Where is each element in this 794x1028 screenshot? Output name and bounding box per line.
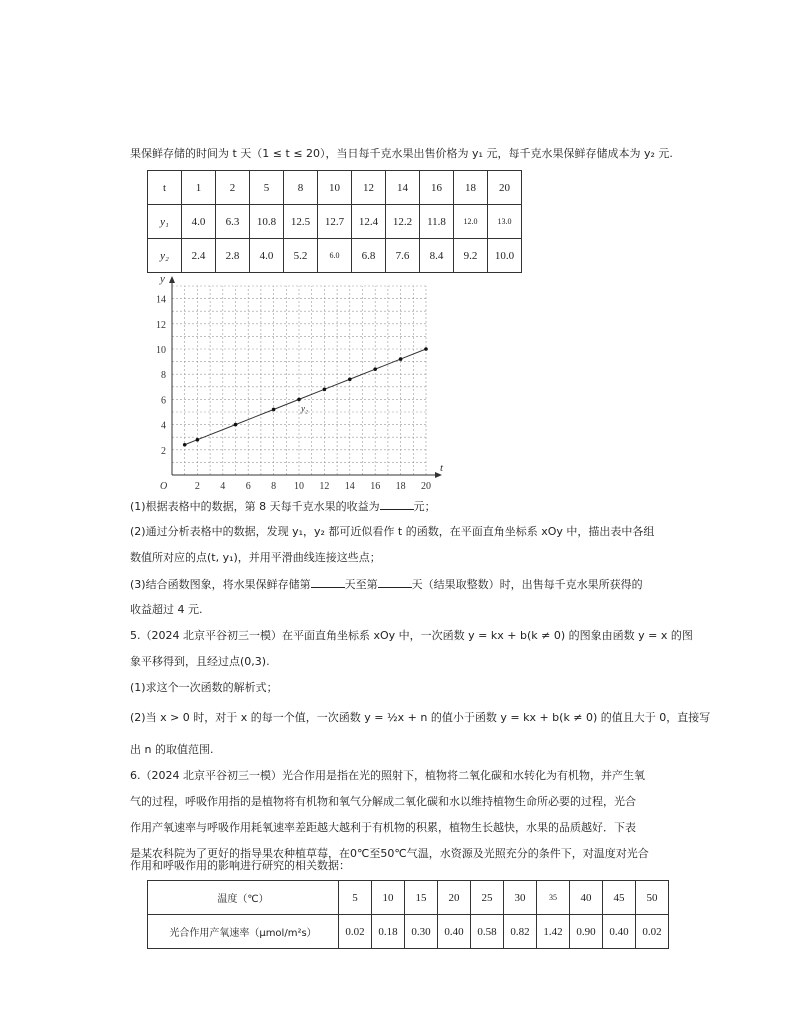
table-cell: 0.02: [339, 915, 372, 949]
problem-5-q2-line-2: 出 n 的取值范围.: [130, 743, 214, 756]
table-cell: 45: [603, 881, 636, 915]
y-tick-label: 4: [161, 420, 166, 432]
problem-5-q2-line-1: (2)当 x > 0 时，对于 x 的每一个值，一次函数 y = ½x + n 的值小于函数 y = kx + b(k ≠ 0) 的值且大于 0，直接写: [130, 711, 711, 724]
origin-label: O: [160, 481, 168, 492]
table-cell: 0.02: [636, 915, 669, 949]
photosynthesis-table: [147, 880, 669, 949]
question-3-line-2: 收益超过 4 元.: [130, 603, 203, 616]
problem-6-line-5: 作用和呼吸作用的影响进行研究的相关数据：: [130, 859, 350, 872]
table-cell: 0.40: [603, 915, 636, 949]
table-cell: 11.8: [420, 205, 454, 239]
table-cell: 1: [182, 171, 216, 205]
table-cell: 20: [438, 881, 471, 915]
problem-5-q1: (1)求这个一次函数的解析式；: [130, 681, 278, 694]
x-tick-label: 6: [245, 481, 251, 492]
y-tick-label: 6: [161, 395, 166, 407]
problem-6-line-3: 作用产氧速率与呼吸作用耗氧速率差距越大越利于有机物的积累，植物生长越快，水果的品质越好．下表: [130, 821, 636, 834]
answer-blank[interactable]: [311, 576, 345, 588]
table-row-rate: [148, 915, 669, 949]
table-cell: 0.58: [471, 915, 504, 949]
table-cell: 15: [405, 881, 438, 915]
table-cell: 2.8: [216, 239, 250, 273]
table-cell: 50: [636, 881, 669, 915]
table-cell: 4.0: [250, 239, 284, 273]
table-cell: 5.2: [284, 239, 318, 273]
table-cell: 6.8: [352, 239, 386, 273]
problem-5-line-1: 5.（2024 北京平谷初三一模）在平面直角坐标系 xOy 中，一次函数 y = kx + b(k ≠ 0) 的图象由函数 y = x 的图: [130, 629, 693, 642]
table-cell: t: [148, 171, 182, 205]
table-cell: 30: [504, 881, 537, 915]
table-cell: 12.2: [386, 205, 420, 239]
table-cell: 14: [386, 171, 420, 205]
x-tick-label: 20: [421, 481, 431, 492]
question-2-line-2: 数值所对应的点(t, y₁)，并用平滑曲线连接这些点；: [130, 551, 381, 564]
problem-6-line-1: 6.（2024 北京平谷初三一模）光合作用是指在光的照射下，植物将二氧化碳和水转化为有机物，并产生氧: [130, 769, 645, 782]
table-cell: 0.82: [504, 915, 537, 949]
problem-6-line-4: 是某农科院为了更好的指导果农种植草莓，在0℃至50℃气温，水资源及光照充分的条件下，对温度对光合: [130, 847, 649, 860]
y-tick-label: 12: [156, 319, 166, 331]
y-axis-arrow: [169, 276, 175, 283]
question-3-text-c: 天（结果取整数）时，出售每千克水果所获得的: [411, 578, 643, 591]
table-cell: 2.4: [182, 239, 216, 273]
data-point: [297, 398, 301, 402]
y-tick-label: 10: [156, 345, 166, 356]
table-cell: 10.8: [250, 205, 284, 239]
data-point: [234, 423, 238, 427]
table-cell: 10: [318, 171, 352, 205]
problem-6-line-2: 气的过程，呼吸作用指的是植物将有机物和氧气分解成二氧化碳和水以维持植物生命所必要的过程，光合: [130, 795, 636, 808]
table-cell: 16: [420, 171, 454, 205]
data-table-t-y1-y2: [147, 170, 522, 273]
table-cell: 6.3: [216, 205, 250, 239]
table-cell: 10: [372, 881, 405, 915]
table-cell: 5: [339, 881, 372, 915]
table-cell: y₁: [148, 205, 182, 239]
question-3-line-1: [130, 576, 643, 593]
data-point: [373, 367, 377, 371]
answer-blank[interactable]: [378, 576, 412, 588]
question-1-text: (1)根据表格中的数据，第 8 天每千克水果的收益为: [130, 500, 380, 513]
table-cell: 5: [250, 171, 284, 205]
y-tick-label: 14: [156, 294, 166, 306]
problem-5-line-2: 象平移得到，且经过点(0,3).: [130, 655, 270, 668]
question-1: [130, 498, 436, 515]
table-row-t: [148, 171, 522, 205]
table-cell: 8: [284, 171, 318, 205]
table-row-y2: [148, 239, 522, 273]
table-cell: 0.40: [438, 915, 471, 949]
table-cell: 温度（℃）: [148, 881, 339, 915]
x-tick-label: 12: [319, 481, 330, 492]
data-point: [196, 438, 200, 442]
data-point: [424, 347, 428, 351]
table-cell: 12.5: [284, 205, 318, 239]
data-point: [183, 443, 187, 447]
table-cell: 0.30: [405, 915, 438, 949]
y-axis-label: y: [160, 275, 165, 285]
table-row-y1: [148, 205, 522, 239]
table-cell: y₂: [148, 239, 182, 273]
table-cell: 18: [454, 171, 488, 205]
data-point: [348, 377, 352, 381]
x-tick-label: 4: [220, 481, 226, 492]
table-cell: 光合作用产氧速率（μmol/m²s）: [148, 915, 339, 949]
y-tick-label: 2: [161, 445, 166, 457]
x-tick-label: 2: [194, 481, 200, 492]
table-cell: 35: [537, 881, 570, 915]
table-cell: 9.2: [454, 239, 488, 273]
series-line-y2: [185, 349, 426, 445]
table-cell: 0.90: [570, 915, 603, 949]
data-point: [323, 388, 327, 392]
x-tick-label: 10: [294, 481, 304, 492]
table-row-temperature: [148, 881, 669, 915]
question-3-text-a: (3)结合函数图象，将水果保鲜存储第: [130, 578, 311, 591]
data-point: [399, 357, 403, 361]
question-3-text-b: 天至第: [344, 578, 378, 591]
table-cell: 7.6: [386, 239, 420, 273]
table-cell: 8.4: [420, 239, 454, 273]
table-cell: 12: [352, 171, 386, 205]
answer-blank[interactable]: [380, 498, 414, 510]
x-tick-label: 8: [271, 481, 277, 492]
question-2-line-1: (2)通过分析表格中的数据，发现 y₁，y₂ 都可近似看作 t 的函数，在平面直角坐标系 xOy 中，描出表中各组: [130, 525, 655, 538]
table-cell: 12.4: [352, 205, 386, 239]
x-tick-label: 14: [344, 481, 355, 492]
x-tick-label: 18: [395, 481, 406, 492]
table-cell: 0.18: [372, 915, 405, 949]
table-cell: 6.0: [318, 239, 352, 273]
series-label-y2: y₂: [301, 403, 309, 414]
table-cell: 4.0: [182, 205, 216, 239]
table-cell: 25: [471, 881, 504, 915]
y2-line-chart: [140, 275, 460, 495]
x-tick-label: 16: [370, 481, 381, 492]
table-cell: 10.0: [488, 239, 522, 273]
table-cell: 12.7: [318, 205, 352, 239]
table-cell: 40: [570, 881, 603, 915]
table-cell: 12.0: [454, 205, 488, 239]
intro-line: 果保鲜存储的时间为 t 天（1 ≤ t ≤ 20），当日每千克水果出售价格为 y₁ 元，每千克水果保鲜存储成本为 y₂ 元.: [130, 147, 673, 160]
y-tick-label: 8: [161, 370, 166, 382]
question-1-unit: 元；: [413, 500, 436, 513]
table-cell: 1.42: [537, 915, 570, 949]
table-cell: 13.0: [488, 205, 522, 239]
data-point: [272, 408, 276, 412]
x-axis-label: t: [440, 462, 444, 474]
table-cell: 20: [488, 171, 522, 205]
table-cell: 2: [216, 171, 250, 205]
